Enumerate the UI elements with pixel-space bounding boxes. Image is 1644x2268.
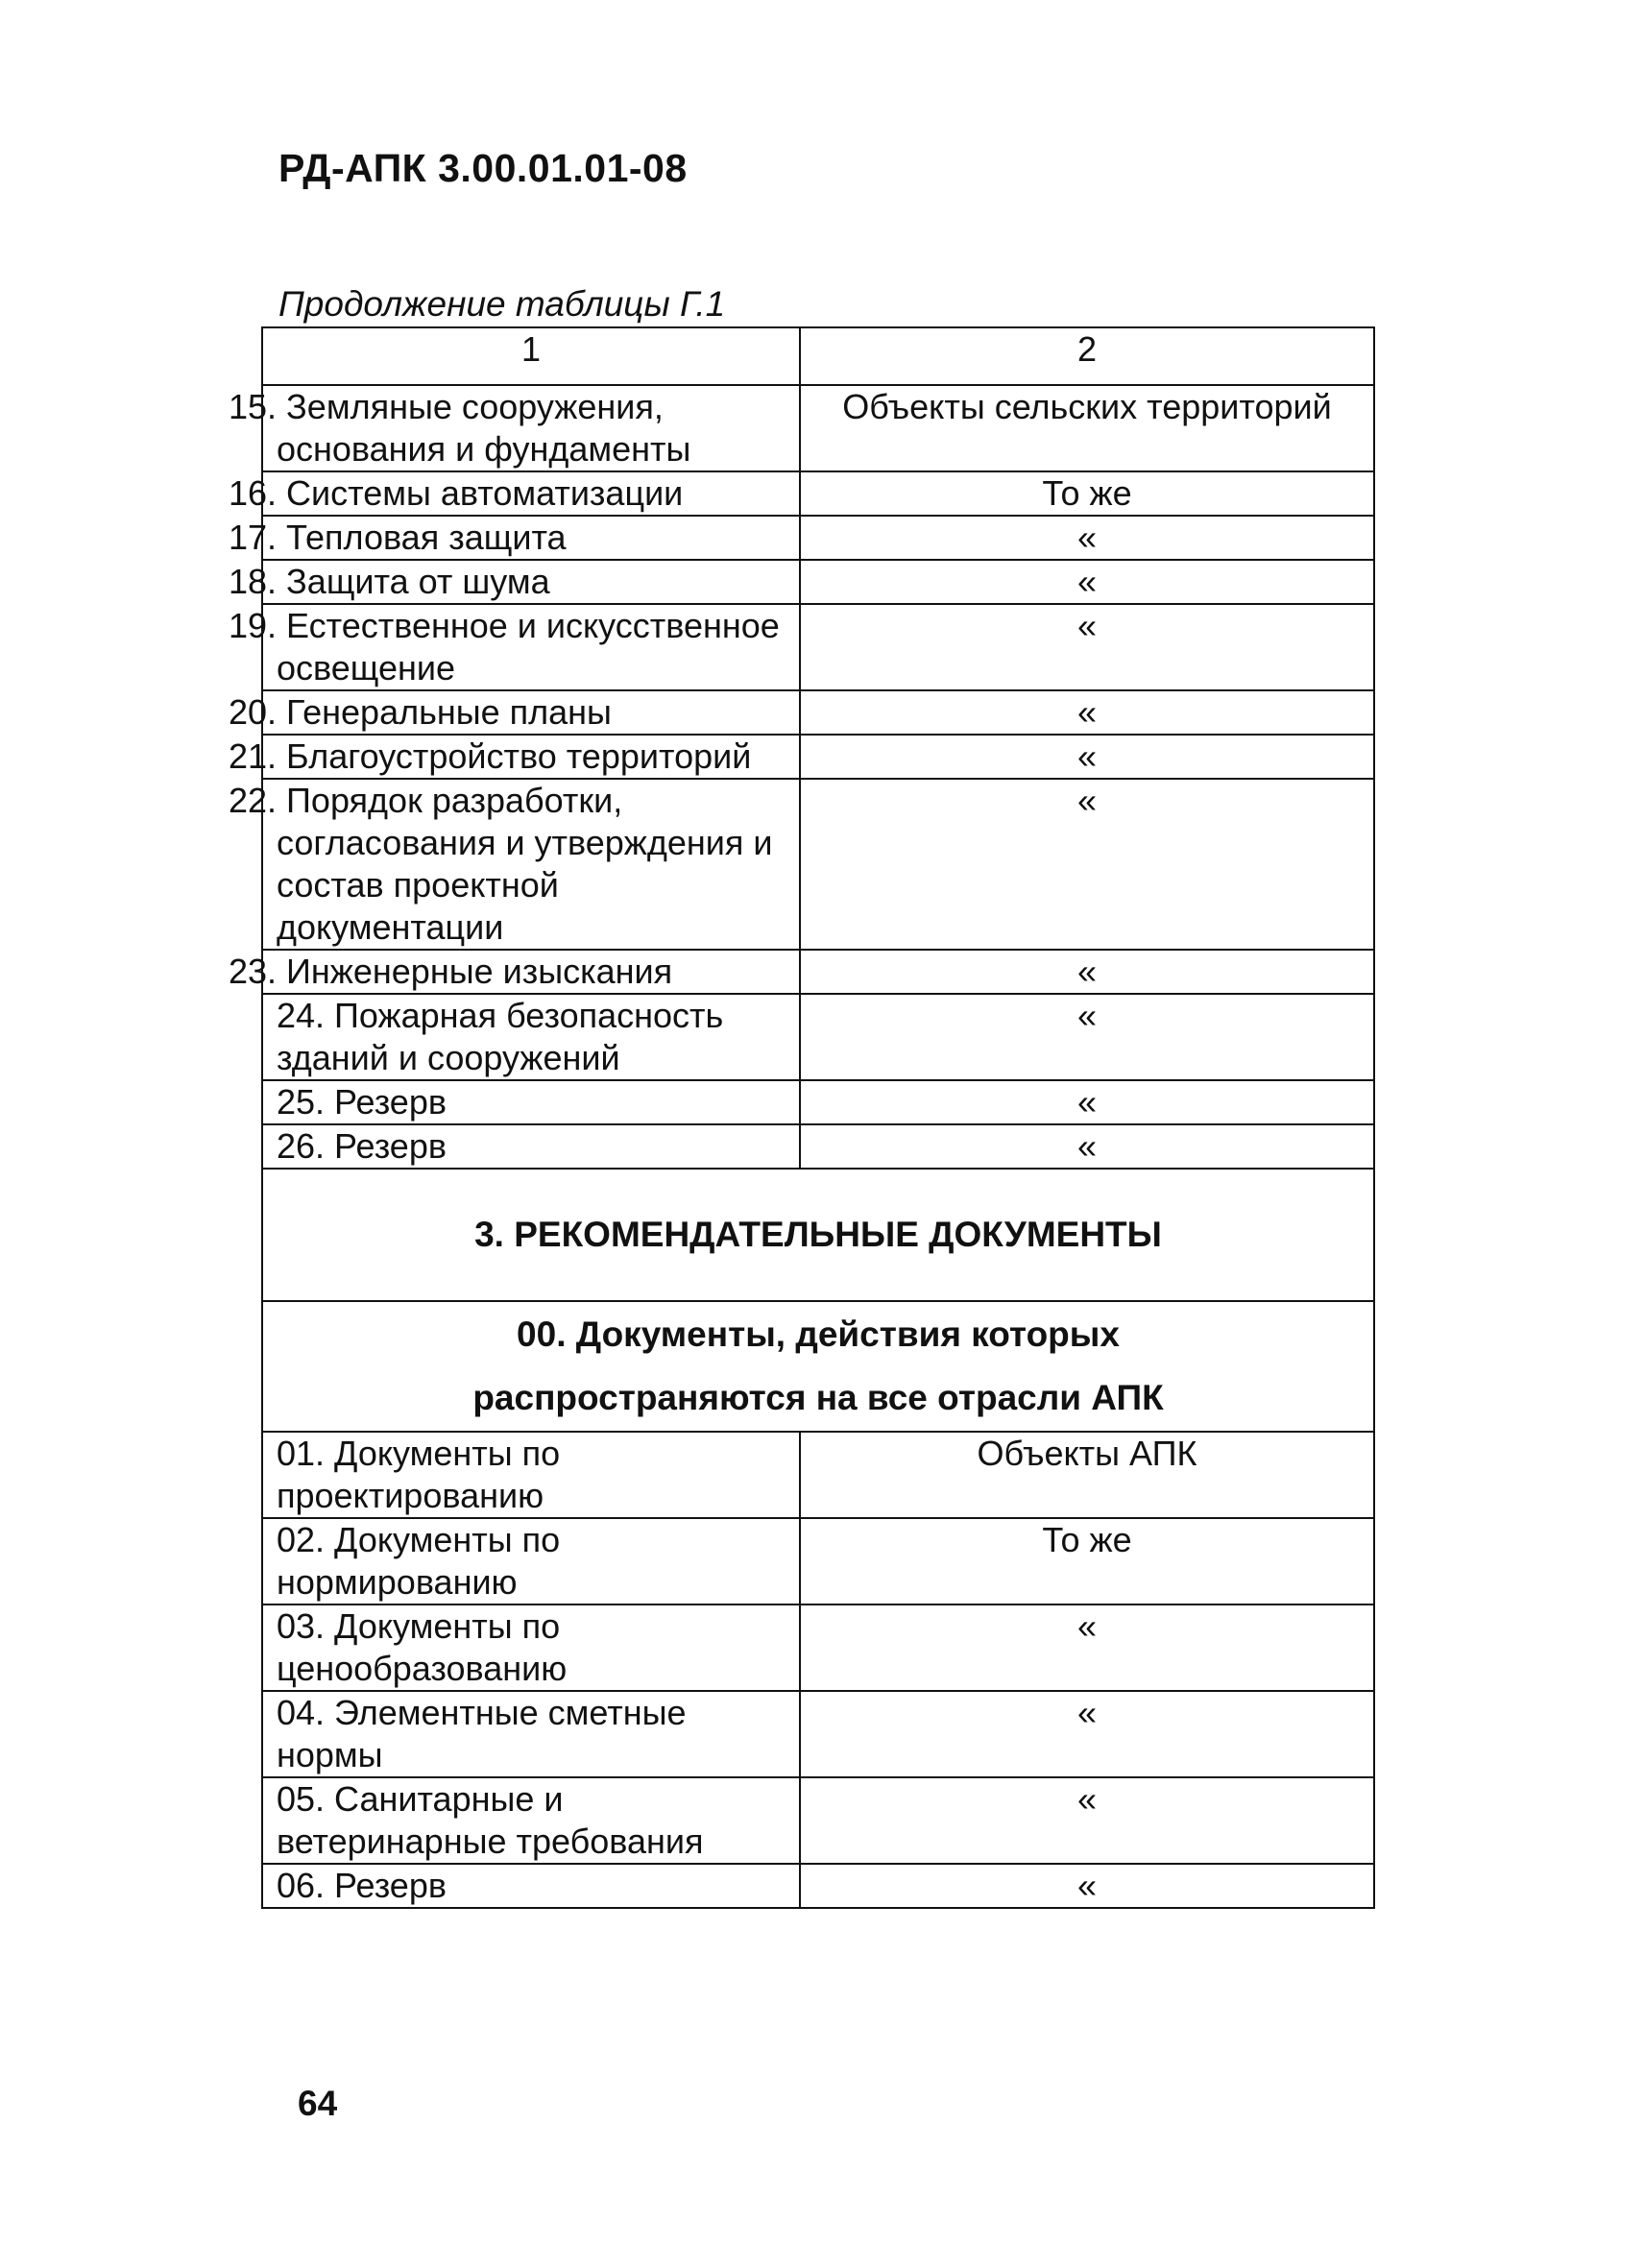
row-scope: « — [800, 1777, 1374, 1864]
row-name: 02. Документы по нормированию — [262, 1518, 800, 1604]
row-scope: « — [800, 1691, 1374, 1777]
table-row — [262, 1124, 1374, 1169]
row-name: 03. Документы по ценообразованию — [262, 1604, 800, 1691]
row-scope: « — [800, 1124, 1374, 1169]
table-row — [262, 1518, 1374, 1604]
row-name: 23. Инженерные изыскания — [262, 950, 800, 994]
row-name: 25. Резерв — [262, 1080, 800, 1124]
subsection-title-line2: распространяются на все отрасли АПК — [472, 1378, 1164, 1417]
column-header-1: 1 — [262, 327, 800, 385]
recommendation-table — [229, 326, 1375, 1909]
row-name: 18. Защита от шума — [262, 560, 800, 604]
row-name: 17. Тепловая защита — [262, 516, 800, 560]
row-name: 19. Естественное и искусственное освещение — [262, 604, 800, 690]
table-row — [262, 385, 1374, 471]
table-header-row — [262, 327, 1374, 385]
row-scope: Объекты АПК — [800, 1432, 1374, 1518]
row-scope: « — [800, 1604, 1374, 1691]
table-row — [262, 1691, 1374, 1777]
row-name: 22. Порядок разработки, согласования и утверждения и состав проектной документации — [262, 779, 800, 950]
row-scope: « — [800, 690, 1374, 735]
table-row — [262, 1864, 1374, 1908]
table-row — [262, 516, 1374, 560]
table-caption: Продолжение таблицы Г.1 — [278, 284, 726, 324]
table-row — [262, 1604, 1374, 1691]
row-name: 06. Резерв — [262, 1864, 800, 1908]
row-name: 26. Резерв — [262, 1124, 800, 1169]
row-name: 15. Земляные сооружения, основания и фундаменты — [262, 385, 800, 471]
row-scope: « — [800, 516, 1374, 560]
row-scope: « — [800, 560, 1374, 604]
table-row — [262, 735, 1374, 779]
table-row — [262, 1777, 1374, 1864]
row-scope: « — [800, 994, 1374, 1080]
row-scope: То же — [800, 1518, 1374, 1604]
row-scope: « — [800, 1080, 1374, 1124]
row-name: 20. Генеральные планы — [262, 690, 800, 735]
row-name: 04. Элементные сметные нормы — [262, 1691, 800, 1777]
row-name: 16. Системы автоматизации — [262, 471, 800, 516]
row-scope: « — [800, 604, 1374, 690]
table-row — [262, 1432, 1374, 1518]
row-scope: « — [800, 779, 1374, 950]
row-scope: « — [800, 1864, 1374, 1908]
section-row — [262, 1169, 1374, 1301]
row-scope: То же — [800, 471, 1374, 516]
subsection-title-line1: 00. Документы, действия которых — [517, 1315, 1120, 1354]
table-row — [262, 950, 1374, 994]
table-row — [262, 604, 1374, 690]
subsection-row — [262, 1301, 1374, 1432]
row-scope: « — [800, 950, 1374, 994]
table-row — [262, 690, 1374, 735]
row-scope: Объекты сельских территорий — [800, 385, 1374, 471]
table-row — [262, 1080, 1374, 1124]
table-row — [262, 471, 1374, 516]
table-row — [262, 779, 1374, 950]
column-header-2: 2 — [800, 327, 1374, 385]
table-row — [262, 560, 1374, 604]
page-number: 64 — [298, 2084, 338, 2123]
row-name: 05. Санитарные и ветеринарные требования — [262, 1777, 800, 1864]
section-title: 3. РЕКОМЕНДАТЕЛЬНЫЕ ДОКУМЕНТЫ — [262, 1169, 1374, 1301]
row-name: 01. Документы по проектированию — [262, 1432, 800, 1518]
row-name: 21. Благоустройство территорий — [262, 735, 800, 779]
table-row — [262, 994, 1374, 1080]
row-name: 24. Пожарная безопасность зданий и сооружений — [262, 994, 800, 1080]
row-scope: « — [800, 735, 1374, 779]
subsection-title — [262, 1301, 1374, 1432]
document-code: РД-АПК 3.00.01.01-08 — [278, 146, 688, 190]
